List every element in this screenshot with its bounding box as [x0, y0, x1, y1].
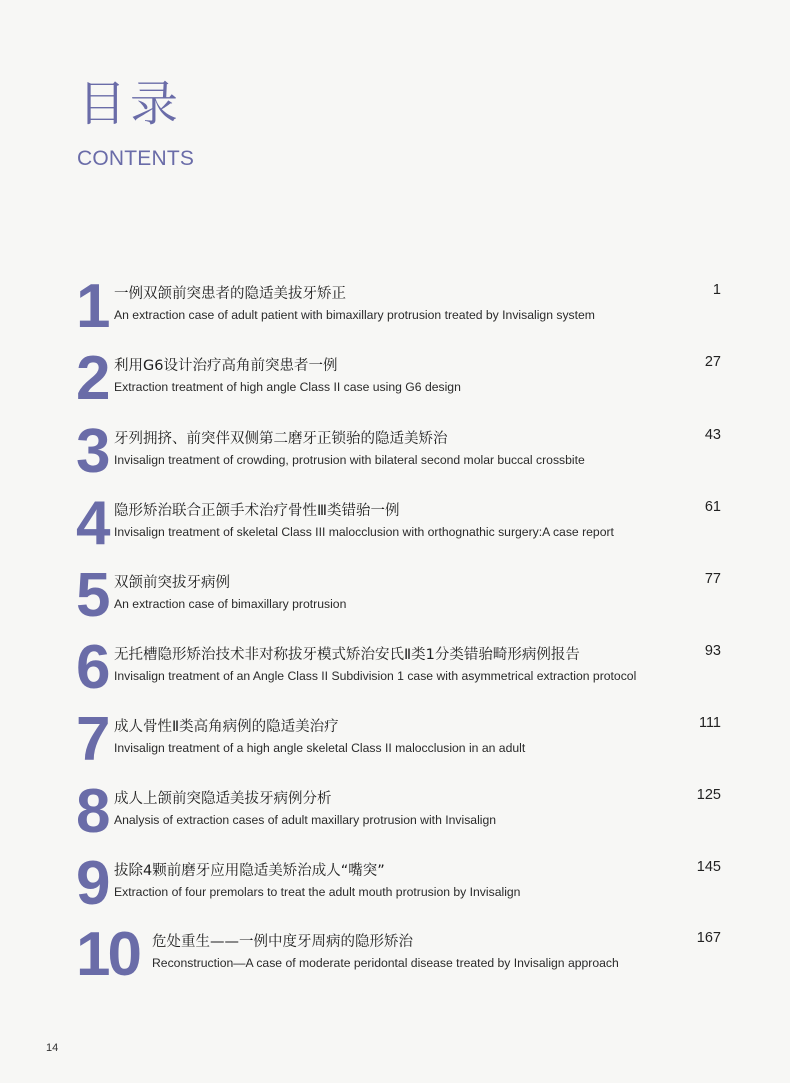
toc-entry[interactable]	[76, 920, 721, 990]
toc-entry[interactable]	[76, 561, 721, 631]
chapter-title-en: Invisalign treatment of an Angle Class II Subdivision 1 case with asymmetrical extraction protocol	[114, 669, 637, 683]
chapter-title-en: Invisalign treatment of crowding, protrusion with bilateral second molar buccal crossbite	[114, 453, 585, 467]
page-number: 93	[704, 643, 721, 659]
chapter-title-en: An extraction case of adult patient with bimaxillary protrusion treated by Invisalign system	[114, 308, 595, 322]
chapter-number: 4	[76, 489, 108, 558]
chapter-title-zh: 拔除4颗前磨牙应用隐适美矫治成人“嘴突”	[114, 863, 385, 879]
page-folio: 14	[46, 1042, 59, 1054]
page-number: 167	[696, 930, 721, 946]
toc-entry[interactable]	[76, 272, 721, 342]
toc-entry[interactable]	[76, 417, 721, 487]
chapter-title-en: An extraction case of bimaxillary protrusion	[114, 597, 347, 611]
chapter-title-en: Reconstruction—A case of moderate peridontal disease treated by Invisalign approach	[152, 956, 619, 970]
chapter-title-zh: 成人上颌前突隐适美拔牙病例分析	[114, 791, 332, 807]
chapter-title-zh: 无托槽隐形矫治技术非对称拔牙模式矫治安氏Ⅱ类1分类错骀畸形病例报告	[114, 647, 580, 663]
chapter-title-zh: 成人骨性Ⅱ类高角病例的隐适美治疗	[114, 719, 339, 735]
chapter-number: 1	[76, 272, 108, 341]
chapter-number: 7	[76, 705, 108, 774]
toc-entry[interactable]	[76, 633, 721, 703]
chapter-number: 3	[76, 417, 108, 486]
toc-entry[interactable]	[76, 705, 721, 775]
chapter-title-zh: 隐形矫治联合正颌手术治疗骨性Ⅲ类错骀一例	[114, 503, 400, 519]
page-number: 77	[704, 571, 721, 587]
toc-entry[interactable]	[76, 489, 721, 559]
page-number: 145	[696, 859, 721, 875]
page-number: 125	[696, 787, 721, 803]
chapter-number: 5	[76, 561, 108, 630]
chapter-title-zh: 一例双颌前突患者的隐适美拔牙矫正	[114, 286, 346, 302]
page-number: 43	[704, 427, 721, 443]
chapter-number: 2	[76, 344, 108, 413]
toc-entry[interactable]	[76, 849, 721, 919]
chapter-title-en: Invisalign treatment of a high angle skeletal Class II malocclusion in an adult	[114, 741, 526, 755]
chapter-number: 9	[76, 849, 108, 918]
chapter-title-en: Extraction treatment of high angle Class II case using G6 design	[114, 380, 461, 394]
chapter-title-zh: 牙列拥挤、前突伴双侧第二磨牙正锁骀的隐适美矫治	[114, 431, 448, 447]
page-number: 1	[712, 282, 721, 298]
chapter-number: 10	[76, 920, 139, 989]
chapter-number: 8	[76, 777, 108, 846]
page-title-zh: 目录	[78, 76, 183, 132]
page-number: 111	[698, 715, 721, 731]
page-number: 61	[704, 499, 721, 515]
chapter-title-en: Invisalign treatment of skeletal Class III malocclusion with orthognathic surgery:A case report	[114, 525, 614, 539]
chapter-title-zh: 危处重生——一例中度牙周病的隐形矫治	[152, 934, 413, 950]
chapter-number: 6	[76, 633, 108, 702]
page-title-en: CONTENTS	[77, 147, 195, 170]
page-number: 27	[704, 354, 721, 370]
chapter-title-zh: 利用G6设计治疗高角前突患者一例	[114, 358, 338, 374]
chapter-title-zh: 双颌前突拔牙病例	[114, 575, 230, 591]
toc-entry[interactable]	[76, 344, 721, 414]
chapter-title-en: Analysis of extraction cases of adult maxillary protrusion with Invisalign	[114, 813, 497, 827]
toc-entry[interactable]	[76, 777, 721, 847]
chapter-title-en: Extraction of four premolars to treat the adult mouth protrusion by Invisalign	[114, 885, 521, 899]
